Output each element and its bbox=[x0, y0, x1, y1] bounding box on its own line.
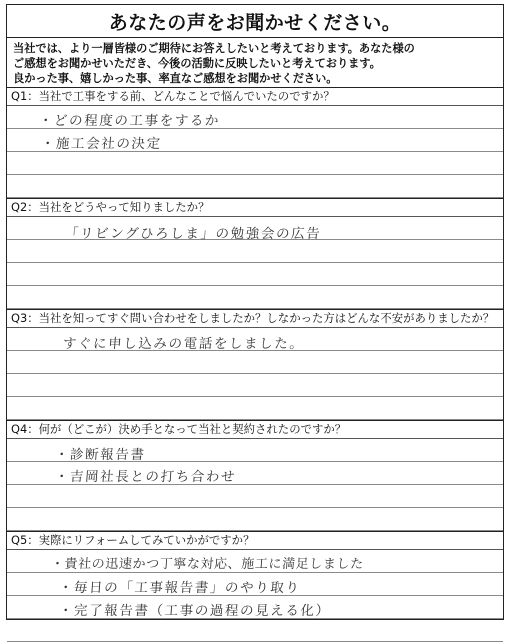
answer-text: ・吉岡社長との打ち合わせ bbox=[54, 469, 237, 485]
intro-line: 当社では、より一層皆様のご期待にお答えしたいと考えております。あなた様の bbox=[13, 42, 415, 55]
feedback-form bbox=[6, 4, 504, 620]
answer-text: 「リビングひろしま」の勉強会の広告 bbox=[64, 226, 322, 242]
question-1-label: Q1：当社で工事をする前、どんなことで悩んでいたのですか？ bbox=[7, 87, 503, 106]
answer-text: ・毎日の「工事報告書」のやり取り bbox=[58, 580, 302, 596]
question-4-label: Q4：何が（どこが）決め手となって当社と契約されたのですか？ bbox=[7, 420, 503, 439]
question-1-answer-area bbox=[7, 106, 503, 198]
question-2-label: Q2：当社をどうやって知りましたか？ bbox=[7, 198, 503, 217]
answer-text: ・貴社の迅速かつ丁寧な対応、施工に満足しました bbox=[50, 557, 365, 572]
question-5-answer-area bbox=[7, 550, 503, 642]
question-4-answer-area bbox=[7, 439, 503, 531]
answer-text: ・どの程度の工事をするか bbox=[38, 113, 221, 129]
question-5-label: Q5：実際にリフォームしてみていかがですか？ bbox=[7, 531, 503, 550]
question-3-label: Q3：当社を知ってすぐ問い合わせをしましたか？しなかった方はどんな不安がありましたか？ bbox=[7, 309, 503, 328]
answer-text: ・診断報告書 bbox=[54, 447, 147, 463]
intro-text bbox=[7, 38, 503, 87]
intro-line: 良かった事、嬉しかった事、率直なご感想をお聞かせください。 bbox=[13, 72, 338, 85]
answer-text: ・施工会社の決定 bbox=[40, 136, 163, 152]
form-title: あなたの声をお聞かせください。 bbox=[7, 5, 503, 38]
question-2-answer-area bbox=[7, 217, 503, 309]
answer-text: ・完了報告書（工事の過程の見える化） bbox=[58, 603, 332, 619]
question-3-answer-area bbox=[7, 328, 503, 420]
intro-line: ご感想をお聞かせいただき、今後の活動に反映したいと考えております。 bbox=[13, 57, 381, 70]
answer-text: すぐに申し込みの電話をしました。 bbox=[62, 336, 306, 352]
